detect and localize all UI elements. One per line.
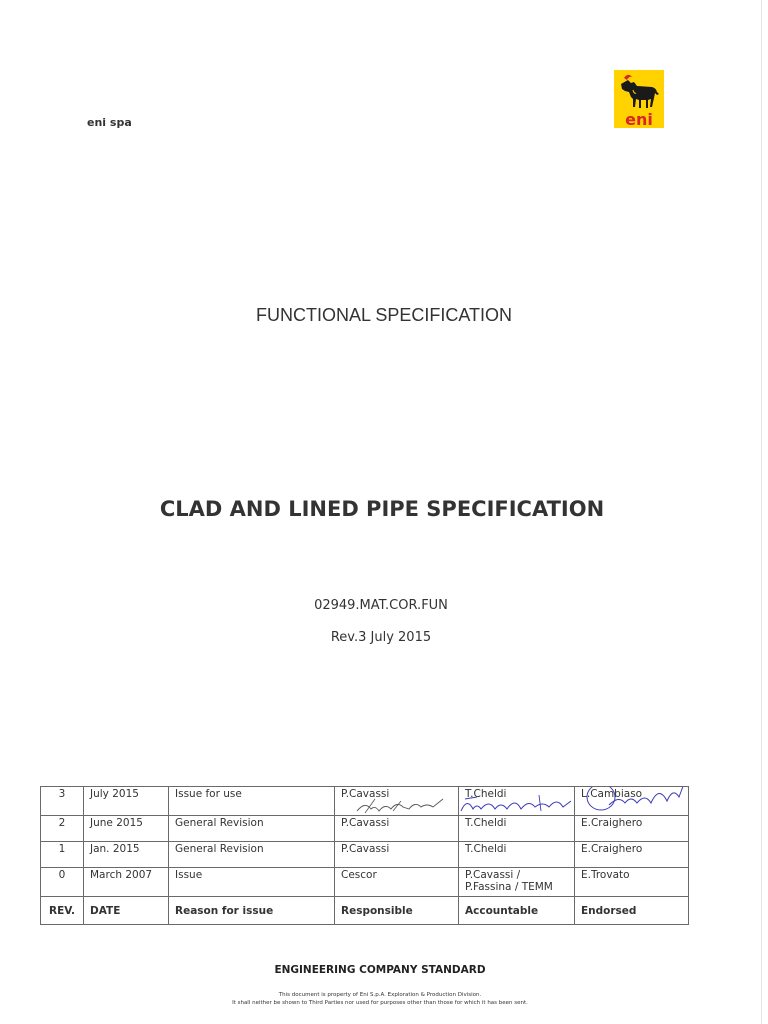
rev-cell: 1 (41, 842, 84, 868)
rev-cell: 0 (41, 868, 84, 897)
accountable-name: T.Cheldi (465, 788, 507, 800)
responsible-cell: P.Cavassi (335, 842, 459, 868)
revision-table (40, 786, 689, 925)
header-reason: Reason for issue (169, 897, 335, 925)
six-legged-dog-icon (614, 70, 664, 128)
endorsed-cell: E.Craighero (575, 816, 689, 842)
rev-cell: 2 (41, 816, 84, 842)
endorsed-cell (575, 787, 689, 816)
header-date: DATE (84, 897, 169, 925)
date-cell: Jan. 2015 (84, 842, 169, 868)
responsible-name: P.Cavassi (341, 788, 390, 800)
date-cell: July 2015 (84, 787, 169, 816)
reason-cell: Issue for use (169, 787, 335, 816)
footer-notice: It shall neither be shown to Third Parties nor used for purposes other than those for which it has been sent. (232, 1000, 528, 1006)
accountable-line: P.Fassina / TEMM (465, 881, 553, 893)
header-rev: REV. (41, 897, 84, 925)
reason-cell: Issue (169, 868, 335, 897)
accountable-cell (459, 787, 575, 816)
header-accountable: Accountable (459, 897, 575, 925)
header-endorsed: Endorsed (575, 897, 689, 925)
reason-cell: General Revision (169, 816, 335, 842)
date-cell: March 2007 (84, 868, 169, 897)
document-code: 02949.MAT.COR.FUN (314, 598, 448, 613)
table-row (41, 842, 689, 868)
footer-notice: This document is property of Eni S.p.A. Exploration & Production Division. (278, 992, 482, 998)
endorsed-cell: E.Trovato (575, 868, 689, 897)
company-name: eni spa (87, 116, 132, 129)
table-row (41, 868, 689, 897)
responsible-cell: Cescor (335, 868, 459, 897)
accountable-line: P.Cavassi / (465, 869, 521, 881)
document-revision: Rev.3 July 2015 (330, 630, 432, 645)
endorsed-cell: E.Craighero (575, 842, 689, 868)
accountable-cell: T.Cheldi (459, 816, 575, 842)
responsible-cell (335, 787, 459, 816)
date-cell: June 2015 (84, 816, 169, 842)
document-type: FUNCTIONAL SPECIFICATION (255, 305, 513, 325)
endorsed-name: L.Cambiaso (581, 788, 643, 800)
footer-title: ENGINEERING COMPANY STANDARD (274, 964, 486, 976)
table-row (41, 816, 689, 842)
table-header-row (41, 897, 689, 925)
responsible-cell: P.Cavassi (335, 816, 459, 842)
eni-logo (614, 70, 664, 128)
table-row (41, 787, 689, 816)
reason-cell: General Revision (169, 842, 335, 868)
rev-cell: 3 (41, 787, 84, 816)
svg-text:eni: eni (625, 110, 653, 128)
accountable-cell (459, 868, 575, 897)
accountable-cell: T.Cheldi (459, 842, 575, 868)
header-responsible: Responsible (335, 897, 459, 925)
document-title: CLAD AND LINED PIPE SPECIFICATION (159, 497, 605, 521)
